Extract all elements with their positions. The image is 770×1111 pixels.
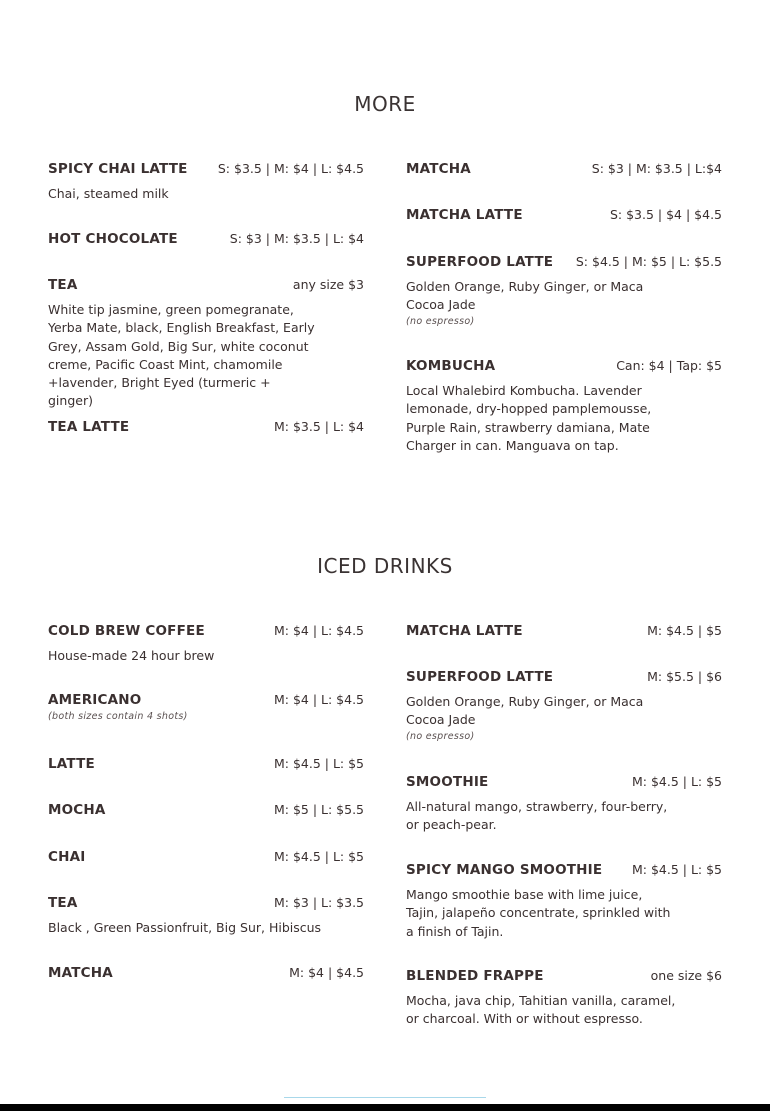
item-name: SUPERFOOD LATTE bbox=[406, 669, 554, 685]
item-price: M: $4 | L: $4.5 bbox=[273, 692, 364, 707]
item-price: M: $4 | L: $4.5 bbox=[273, 623, 364, 638]
item-name: MATCHA bbox=[48, 965, 113, 981]
item-description: Local Whalebird Kombucha. Lavender lemonade, dry-hopped pamplemousse, Purple Rain, strawberry damiana, Mate Charger in can. Manguava on tap. bbox=[406, 383, 652, 453]
item-price: M: $4.5 | $5 bbox=[647, 623, 722, 638]
item-name: MATCHA bbox=[406, 161, 471, 177]
item-price: S: $3.5 | $4 | $4.5 bbox=[609, 207, 722, 222]
item-price: S: $3 | M: $3.5 | L:$4 bbox=[591, 161, 722, 176]
item-note: (no espresso) bbox=[406, 730, 475, 742]
menu-item bbox=[48, 419, 364, 437]
section-title-more: MORE bbox=[354, 92, 416, 116]
item-name: MATCHA LATTE bbox=[406, 207, 523, 223]
menu-item bbox=[48, 277, 364, 411]
menu-item bbox=[48, 965, 364, 983]
item-name: BLENDED FRAPPE bbox=[406, 968, 544, 984]
item-name: SUPERFOOD LATTE bbox=[406, 254, 554, 270]
item-name: COLD BREW COFFEE bbox=[48, 623, 205, 639]
item-note: (no espresso) bbox=[406, 315, 475, 327]
item-price: M: $4.5 | L: $5 bbox=[273, 756, 364, 771]
item-price: M: $3.5 | L: $4 bbox=[273, 419, 364, 434]
bottom-bar bbox=[0, 1104, 770, 1111]
footer-divider bbox=[284, 1097, 486, 1098]
item-name: SMOOTHIE bbox=[406, 774, 489, 790]
menu-item bbox=[48, 692, 364, 724]
item-name: SPICY MANGO SMOOTHIE bbox=[406, 862, 603, 878]
item-name: LATTE bbox=[48, 756, 95, 772]
menu-item bbox=[48, 802, 364, 820]
item-price: S: $3 | M: $3.5 | L: $4 bbox=[229, 231, 364, 246]
item-name: SPICY CHAI LATTE bbox=[48, 161, 188, 177]
item-price: Can: $4 | Tap: $5 bbox=[616, 358, 722, 373]
menu-item bbox=[406, 358, 722, 455]
section-title-iced-drinks: ICED DRINKS bbox=[317, 554, 453, 578]
item-name: TEA bbox=[48, 895, 78, 911]
item-price: S: $3.5 | M: $4 | L: $4.5 bbox=[217, 161, 364, 176]
menu-item bbox=[48, 895, 364, 937]
item-description: Black , Green Passionfruit, Big Sur, Hibiscus bbox=[48, 920, 322, 935]
menu-item bbox=[48, 161, 364, 203]
item-price: M: $4.5 | L: $5 bbox=[631, 862, 722, 877]
item-name: MATCHA LATTE bbox=[406, 623, 523, 639]
item-name: AMERICANO bbox=[48, 692, 142, 708]
item-name: KOMBUCHA bbox=[406, 358, 496, 374]
item-price: M: $5.5 | $6 bbox=[647, 669, 722, 684]
menu-item bbox=[406, 161, 722, 179]
item-description: All-natural mango, strawberry, four-berry, or peach-pear. bbox=[406, 799, 668, 833]
item-price: any size $3 bbox=[292, 277, 364, 292]
menu-item bbox=[48, 231, 364, 249]
item-price: M: $4.5 | L: $5 bbox=[631, 774, 722, 789]
item-price: one size $6 bbox=[650, 968, 722, 983]
item-price: M: $5 | L: $5.5 bbox=[273, 802, 364, 817]
item-name: TEA bbox=[48, 277, 78, 293]
item-name: TEA LATTE bbox=[48, 419, 130, 435]
item-price: S: $4.5 | M: $5 | L: $5.5 bbox=[575, 254, 722, 269]
item-name: CHAI bbox=[48, 849, 86, 865]
menu-item bbox=[48, 623, 364, 665]
menu-item bbox=[406, 669, 722, 744]
menu-item bbox=[406, 254, 722, 329]
item-name: HOT CHOCOLATE bbox=[48, 231, 178, 247]
item-price: M: $4.5 | L: $5 bbox=[273, 849, 364, 864]
item-description: Mocha, java chip, Tahitian vanilla, caramel, or charcoal. With or without espresso. bbox=[406, 993, 676, 1027]
menu-item bbox=[406, 623, 722, 641]
item-description: Golden Orange, Ruby Ginger, or Maca Cocoa Jade bbox=[406, 279, 644, 313]
item-name: MOCHA bbox=[48, 802, 106, 818]
menu-item bbox=[406, 862, 722, 941]
menu-item bbox=[406, 968, 722, 1029]
menu-item bbox=[48, 849, 364, 867]
item-description: Mango smoothie base with lime juice, Tajin, jalapeño concentrate, sprinkled with a finish of Tajin. bbox=[406, 887, 671, 939]
item-note: (both sizes contain 4 shots) bbox=[48, 711, 188, 722]
menu-item bbox=[48, 756, 364, 774]
item-description: White tip jasmine, green pomegranate, Yerba Mate, black, English Breakfast, Early Grey, Assam Gold, Big Sur, white coconut creme, Pacific Coast Mint, chamomile +lavender, Bright Eyed (turmeric + ginger) bbox=[48, 302, 315, 409]
item-price: M: $3 | L: $3.5 bbox=[273, 895, 364, 910]
item-description: House-made 24 hour brew bbox=[48, 648, 215, 663]
menu-item bbox=[406, 207, 722, 225]
item-price: M: $4 | $4.5 bbox=[289, 965, 364, 980]
item-description: Golden Orange, Ruby Ginger, or Maca Cocoa Jade bbox=[406, 694, 644, 728]
item-description: Chai, steamed milk bbox=[48, 186, 169, 201]
menu-item bbox=[406, 774, 722, 835]
